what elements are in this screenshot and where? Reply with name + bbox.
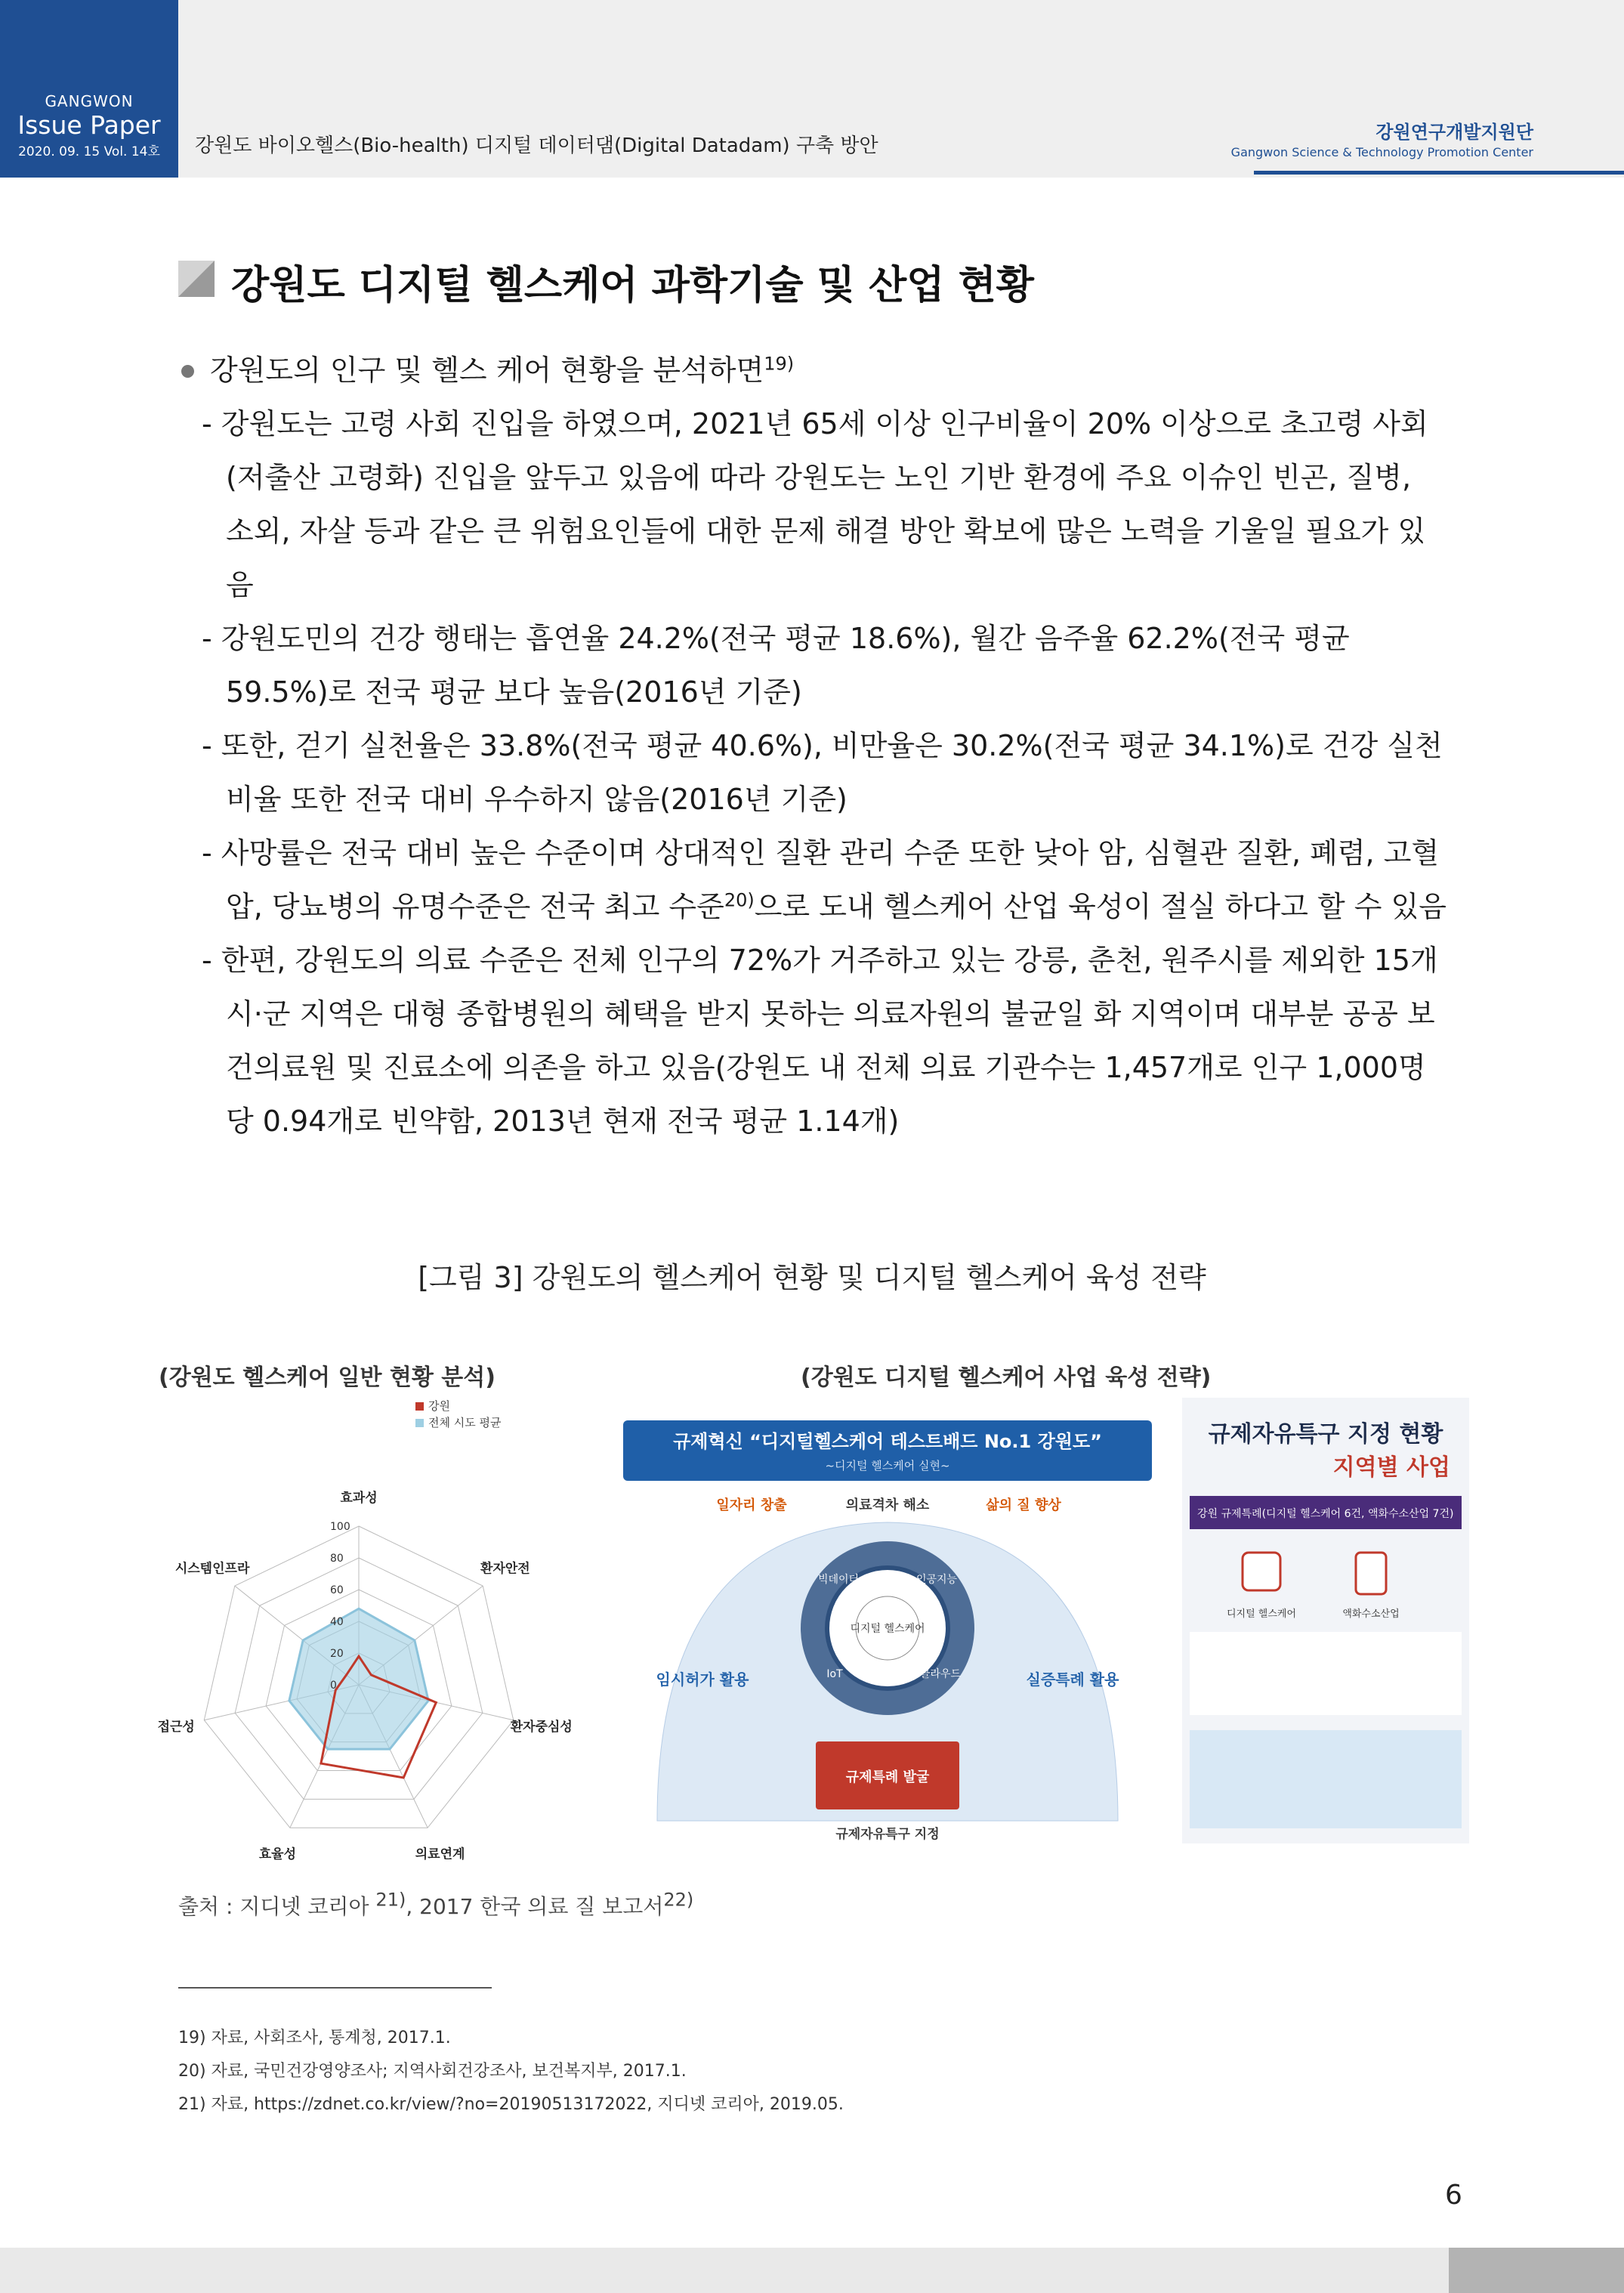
banner-text: 규제혁신 “디지털헬스케어 테스트배드 No.1 강원도” <box>673 1431 1102 1452</box>
footnote-rule <box>178 1987 492 1989</box>
footnote-ref: 22) <box>663 1889 694 1911</box>
icon-label-health: 디지털 헬스케어 <box>1226 1608 1297 1620</box>
radar-tick-label: 0 <box>330 1680 337 1692</box>
legend-average: 전체 시도 평균 <box>428 1416 502 1429</box>
hub-label: 디지털 헬스케어 <box>850 1623 925 1635</box>
legend-swatch-average <box>415 1419 424 1427</box>
radar-tick-label: 80 <box>330 1553 344 1565</box>
footer-accent <box>1449 2248 1624 2293</box>
side-business-box <box>1190 1730 1462 1828</box>
badge-issue-paper: Issue Paper <box>17 110 161 140</box>
goal-gap: 의료격차 해소 <box>845 1497 930 1513</box>
right-figure-title: (강원도 디지털 헬스케어 사업 육성 전략) <box>801 1364 1212 1391</box>
hydrogen-icon <box>1356 1553 1386 1594</box>
footer-bar <box>0 2248 1624 2293</box>
icon-label-hydrogen: 액화수소산업 <box>1342 1608 1400 1620</box>
dash-item: - 강원도는 고령 사회 진입을 하였으며, 2021년 65세 이상 인구비율이 20% 이상으로 초고령 사회(저출산 고령화) 진입을 앞두고 있음에 따라 강원도는 노인 기반 환경에 주요 이슈인 빈곤, 질병, 소외, 자살 등과 같은 큰 위험요인들에 대한 문제 해결 방안 확보에 많은 노력을 기울일 필요가 있음 <box>202 407 1428 601</box>
radar-category-label: 효율성 <box>258 1846 297 1862</box>
badge-date-vol: 2020. 09. 15 Vol. 14호 <box>18 144 160 159</box>
side-text-box <box>1190 1632 1462 1715</box>
badge-gangwon: GANGWON <box>45 92 134 110</box>
body-text <box>178 344 1447 1148</box>
goal-quality: 삶의 질 향상 <box>986 1497 1061 1513</box>
tech-iot: IoT <box>826 1668 843 1680</box>
section-square-icon <box>178 261 215 297</box>
radar-category-label: 환자중심성 <box>510 1720 573 1735</box>
dash-item-text: 으로 도내 헬스케어 산업 육성이 절실 하다고 할 수 있음 <box>754 890 1447 923</box>
phone-icon <box>1243 1553 1280 1590</box>
footnote: 19) 자료, 사회조사, 통계청, 2017.1. <box>178 2029 451 2047</box>
org-name-ko: 강원연구개발지원단 <box>1375 122 1533 143</box>
radar-series-average <box>289 1608 428 1749</box>
document-title: 강원도 바이오헬스(Bio-health) 디지털 데이터댐(Digital Datadam) 구축 방안 <box>195 134 878 157</box>
section-title: 강원도 디지털 헬스케어 과학기술 및 산업 현황 <box>231 263 1035 308</box>
footnote-ref: 20) <box>724 889 755 911</box>
figure-caption: [그림 3] 강원도의 헬스케어 현황 및 디지털 헬스케어 육성 전략 <box>418 1261 1206 1294</box>
dash-item <box>178 827 1447 934</box>
footnote: 20) 자료, 국민건강영양조사; 지역사회건강조사, 보건복지부, 2017.1. <box>178 2062 687 2081</box>
banner-subtext: ~디지털 헬스케어 실현~ <box>825 1459 950 1473</box>
radar-tick-label: 100 <box>330 1521 350 1533</box>
legend-gangwon: 강원 <box>428 1399 450 1413</box>
side-tag: 강원 규제특례(디지털 헬스케어 6건, 액화수소산업 7건) <box>1197 1508 1454 1520</box>
radar-tick-label: 60 <box>330 1584 344 1596</box>
dash-item-text: - 사망률은 전국 대비 높은 수준이며 상대적인 질환 관리 수준 또한 낮아 암, 심혈관 질환, 폐렴, 고혈압, 당뇨병의 유명수준은 전국 최고 수준 <box>202 836 1440 923</box>
footnote-ref: 19) <box>764 353 795 375</box>
legend-swatch-gangwon <box>415 1402 424 1411</box>
page-header <box>0 0 1624 178</box>
radar-category-label: 시스템인프라 <box>174 1561 250 1577</box>
radar-category-label: 접근성 <box>157 1720 195 1735</box>
figure <box>155 1352 1469 1881</box>
tech-ai: 인공지능 <box>915 1574 958 1586</box>
bullet-text: 강원도의 인구 및 헬스 케어 현황을 분석하면 <box>210 354 764 387</box>
special-zone-label: 규제자유특구 지정 <box>835 1827 940 1842</box>
issue-paper-badge <box>0 0 178 178</box>
left-figure-title: (강원도 헬스케어 일반 현황 분석) <box>159 1364 496 1391</box>
goal-jobs: 일자리 창출 <box>716 1497 787 1513</box>
radar-tick-label: 20 <box>330 1648 344 1660</box>
dash-item: - 또한, 걷기 실천율은 33.8%(전국 평균 40.6%), 비만율은 30.2%(전국 평균 34.1%)로 건강 실천 비율 또한 전국 대비 우수하지 않음(2016년 기준) <box>202 729 1443 816</box>
strategy-diagram <box>612 1398 1469 1866</box>
header-rule <box>1254 171 1624 175</box>
side-title: 규제자유특구 지정 현황 <box>1208 1421 1443 1448</box>
footnote: 21) 자료, https://zdnet.co.kr/view/?no=20190513172022, 지디넷 코리아, 2019.05. <box>178 2095 844 2114</box>
radar-category-label: 의료연계 <box>415 1846 465 1862</box>
bullet-item <box>178 344 1447 397</box>
footnote-ref: 21) <box>375 1889 406 1911</box>
tech-bigdata: 빅데이터 <box>817 1574 860 1586</box>
radar-category-label: 효과성 <box>340 1491 378 1506</box>
source-text: , 2017 한국 의료 질 보고서 <box>406 1894 664 1919</box>
side-subtitle: 지역별 사업 <box>1332 1454 1450 1481</box>
temporary-permit-label: 임시허가 활용 <box>656 1670 749 1689</box>
page-number: 6 <box>1445 2180 1462 2211</box>
dash-item: - 한편, 강원도의 의료 수준은 전체 인구의 72%가 거주하고 있는 강릉, 춘천, 원주시를 제외한 15개 시·군 지역은 대형 종합병원의 혜택을 받지 못하는 의료자원의 불균일 화 지역이며 대부분 공공 보건의료원 및 진료소에 의존을 하고 있음(강원도 내 전체 의료 기관수는 1,457개로 인구 1,000명당 0.94개로 빈약함, 2013년 현재 전국 평균 1.14개) <box>202 944 1438 1138</box>
dash-item: - 강원도민의 건강 행태는 흡연율 24.2%(전국 평균 18.6%), 월간 음주율 62.2%(전국 평균 59.5%)로 전국 평균 보다 높음(2016년 기준) <box>202 622 1350 709</box>
radar-tick-label: 40 <box>330 1616 344 1628</box>
tech-cloud: 클라우드 <box>919 1668 962 1680</box>
special-case-label: 실증특례 활용 <box>1026 1670 1119 1689</box>
radar-average-area <box>289 1608 428 1749</box>
source-text: 출처 : 지디넷 코리아 <box>178 1894 376 1919</box>
regulation-box-label: 규제특례 발굴 <box>845 1769 930 1785</box>
radar-chart <box>155 1398 585 1866</box>
radar-category-label: 환자안전 <box>480 1561 530 1577</box>
org-name-en: Gangwon Science & Technology Promotion Center <box>1230 145 1533 159</box>
figure-source <box>178 1890 693 1921</box>
